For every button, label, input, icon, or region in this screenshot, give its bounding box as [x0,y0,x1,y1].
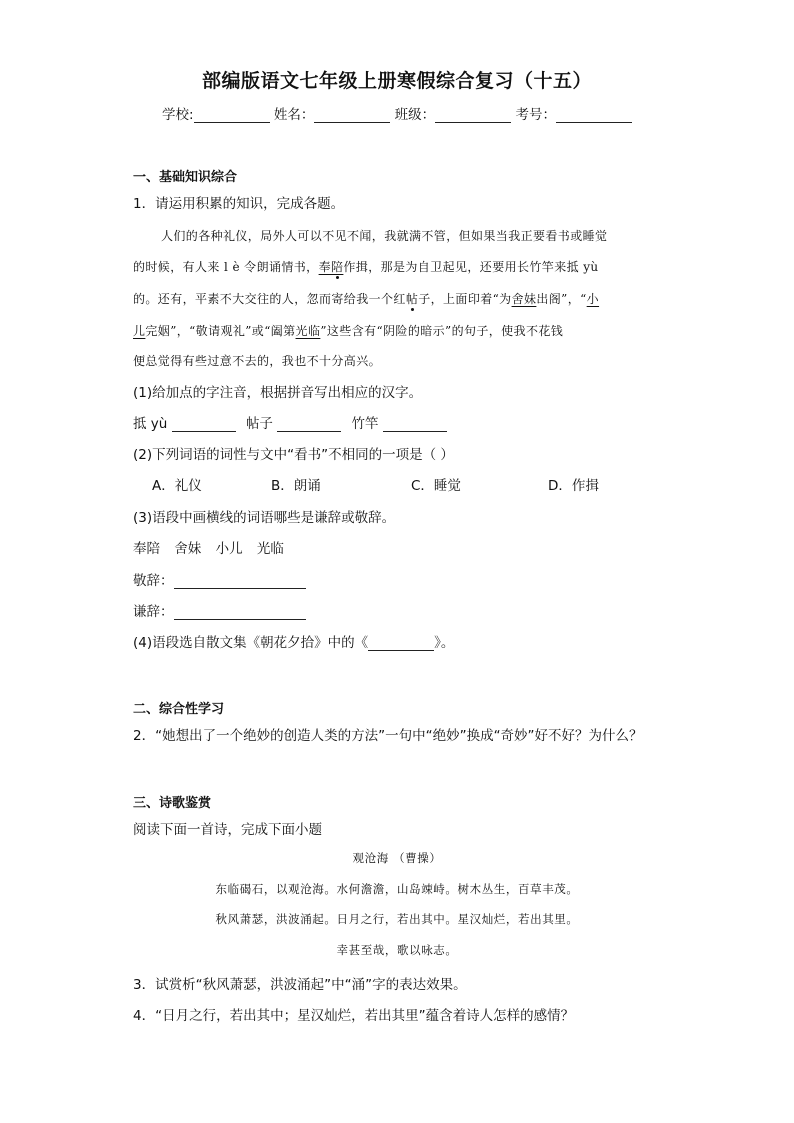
passage-text: 出阁”，“ [536,292,587,306]
class-field[interactable] [435,108,511,123]
underlined-word-fengpei [319,260,344,274]
sub4-text: 》。 [434,635,455,651]
poem-line: 东临碣石，以观沧海。水何澹澹，山岛竦峙。树木丛生，百草丰茂。 [215,882,579,896]
underlined-word-guanglin: 光临 [295,324,321,338]
passage-line-3 [133,290,599,307]
question-2: 2．“她想出了一个绝妙的创造人类的方法”一句中“绝妙”换成“奇妙”好不好？为什么？ [133,728,643,744]
poem-line: 幸甚至哉，歌以咏志。 [336,943,458,957]
exam-no-field[interactable] [556,108,632,123]
word-part: 奉 [318,260,331,274]
school-label: 学校: [162,107,194,123]
passage-line-2 [133,258,599,275]
question-1: 1．请运用积累的知识，完成各题。 [133,196,345,212]
answer-blank[interactable] [172,417,236,432]
respect-answer-blank[interactable] [174,574,306,589]
poem-intro: 阅读下面一首诗，完成下面小题 [133,822,322,838]
humble-answer-blank[interactable] [174,605,306,620]
option-a[interactable]: A．礼仪 [152,478,202,494]
sub-question-1: (1)给加点的字注音，根据拼音写出相应的汉字。 [133,385,423,401]
passage-text: 的时候，有人来 l è 令朗诵情书， [133,260,319,274]
option-b[interactable]: B．朗诵 [271,478,321,494]
poem-title: 观沧海 （曹操） [352,851,442,865]
page-title: 部编版语文七年级上册寒假综合复习（十五） [201,70,592,92]
dotted-char: 帖 [405,292,419,306]
answer-blank[interactable] [277,417,341,432]
answer-blank[interactable] [383,417,447,432]
passage-text: 子，上面印着“为 [418,292,512,306]
sub-question-2: (2)下列词语的词性与文中“看书”不相同的一项是（ ） [133,447,454,463]
passage-text: 的。还有，平素不大交往的人，忽而寄给我一个红 [133,292,406,306]
word-item: 小儿 [215,541,243,557]
underlined-word-xiaoer: 儿 [133,324,146,338]
pinyin-answer-row [133,412,447,432]
student-info-line [0,103,794,123]
sub-question-3: (3)语段中画横线的词语哪些是谦辞或敬辞。 [133,510,396,526]
section-1-heading: 一、基础知识综合 [133,170,238,185]
passage-text: 作揖，那是为自卫起见，还要用长竹竿来抵 yù [343,260,599,274]
class-label: 班级： [394,107,436,123]
passage-text: ”这些含有“阴险的暗示”的句子，使我不花钱 [320,324,564,338]
word-list [133,537,284,557]
word-item: 奉陪 [133,541,160,557]
word-item: 舍妹 [174,541,202,557]
question-3: 3．试赏析“秋风萧瑟，洪波涌起”中“涌”字的表达效果。 [133,977,467,993]
section-3-heading: 三、诗歌鉴赏 [133,796,212,811]
item-label: 帖子 [245,416,273,432]
poem-line: 秋风萧瑟，洪波涌起。日月之行，若出其中。星汉灿烂，若出其里。 [215,912,579,926]
item-label: 竹竿 [351,416,379,432]
passage-text: 完姻”，“敬请观礼”或“阖第 [145,324,296,338]
passage-line-1: 人们的各种礼仪，局外人可以不见不闻，我就满不管，但如果当我正要看书或睡觉 [161,229,608,243]
option-c[interactable]: C．睡觉 [411,478,461,494]
exam-no-label: 考号： [515,107,556,123]
respect-word-row [133,569,306,589]
underlined-word-shemei: 舍妹 [511,292,537,306]
sub-question-4 [133,631,454,651]
option-d[interactable]: D．作揖 [548,478,599,494]
humble-label: 谦辞： [133,604,174,620]
passage-line-5: 便总觉得有些过意不去的，我也不十分高兴。 [133,354,382,368]
school-field[interactable] [194,108,270,123]
passage-line-4 [133,322,563,339]
underlined-word-xiaoer: 小 [586,292,600,306]
item-label: 抵 yù [133,416,168,432]
dotted-char: 陪 [331,260,344,274]
question-4: 4．“日月之行，若出其中；星汉灿烂，若出其里”蕴含着诗人怎样的感情？ [133,1008,575,1024]
respect-label: 敬辞： [133,573,174,589]
sub4-text: (4)语段选自散文集《朝花夕拾》中的《 [133,635,369,651]
word-item: 光临 [256,541,284,557]
humble-word-row [133,600,306,620]
name-label: 姓名： [273,107,315,123]
section-2-heading: 二、综合性学习 [133,702,225,717]
name-field[interactable] [314,108,390,123]
essay-title-blank[interactable] [368,636,434,651]
